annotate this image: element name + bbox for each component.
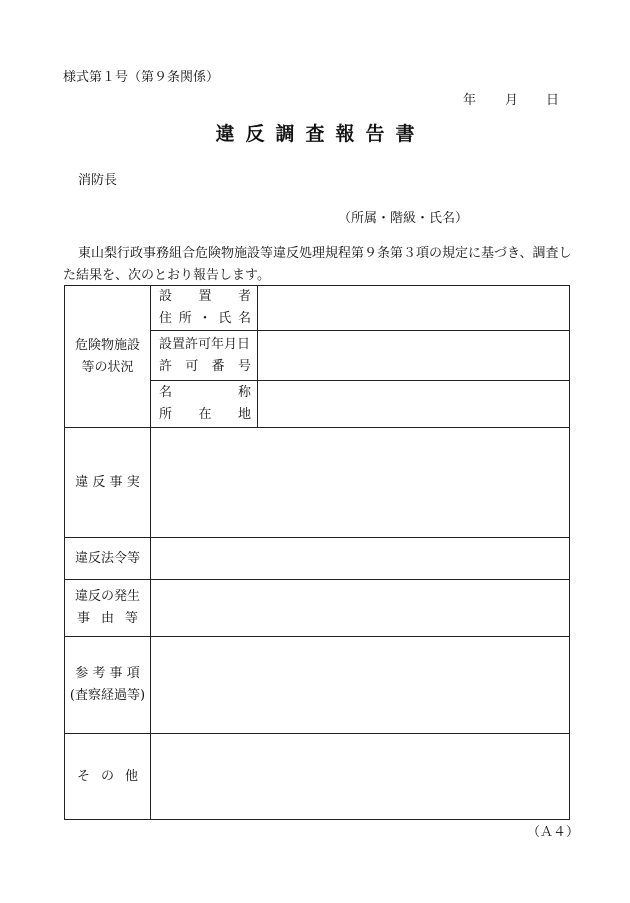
reference-line1: 参 考 事 項 xyxy=(75,666,140,681)
char: 氏 xyxy=(218,311,232,326)
date-month-label: 月 xyxy=(505,93,519,108)
other-line xyxy=(65,766,150,788)
permit-value-cell[interactable] xyxy=(258,331,570,381)
installer-value-cell[interactable] xyxy=(258,286,570,331)
char: 他 xyxy=(124,768,138,784)
table-row xyxy=(65,637,570,734)
permit-line1: 設置許可年月日 xyxy=(159,336,251,352)
char: 名 xyxy=(159,385,173,400)
cause-cell[interactable] xyxy=(151,580,570,637)
installer-line2 xyxy=(159,308,251,330)
char: 置 xyxy=(198,289,212,304)
reference-line2: (査察経過等) xyxy=(69,688,146,703)
other-label xyxy=(65,734,151,820)
table-row xyxy=(65,538,570,580)
char: 地 xyxy=(237,407,251,422)
char: 在 xyxy=(198,407,212,422)
violation-facts-cell[interactable] xyxy=(151,428,570,538)
document-title: 違反調査報告書 xyxy=(215,123,426,145)
name-location-label xyxy=(151,381,258,428)
report-table xyxy=(64,285,570,820)
char: 許 xyxy=(159,358,173,374)
char: 住 xyxy=(159,311,173,326)
char: 設 xyxy=(159,289,173,304)
paper-size-note: （Ａ４） xyxy=(527,825,580,840)
installer-line1 xyxy=(159,286,251,308)
violated-laws-cell[interactable] xyxy=(151,538,570,580)
reference-label xyxy=(65,637,151,734)
name-location-value-cell[interactable] xyxy=(258,381,570,428)
char: ・ xyxy=(198,311,212,326)
cause-label xyxy=(65,580,151,637)
char: 名 xyxy=(237,311,251,326)
installer-label xyxy=(151,286,258,331)
date-year-label: 年 xyxy=(463,93,477,108)
table-row xyxy=(65,580,570,637)
char: そ xyxy=(77,768,91,784)
permit-label xyxy=(151,331,258,381)
char: 者 xyxy=(237,289,251,304)
cause-line2 xyxy=(65,608,150,630)
date-day-label: 日 xyxy=(546,93,560,108)
table-row xyxy=(65,286,570,331)
name-line xyxy=(159,382,251,404)
char: 所 xyxy=(178,311,192,326)
reference-cell[interactable] xyxy=(151,637,570,734)
char: 称 xyxy=(237,385,251,400)
report-body-text: 東山梨行政事務組合危険物施設等違反処理規程第９条第３項の規定に基づき、調査した結果を、次のとおり報告します。 xyxy=(63,246,572,283)
char: の xyxy=(100,768,114,784)
permit-line2 xyxy=(159,356,251,378)
other-cell[interactable] xyxy=(151,734,570,820)
char: 番 xyxy=(211,358,225,374)
char: 所 xyxy=(159,407,173,422)
cause-line1: 違反の発生 xyxy=(74,589,140,604)
form-number: 様式第１号（第９条関係） xyxy=(63,70,220,85)
char: 事 xyxy=(77,611,91,626)
violation-facts-label: 違 反 事 実 xyxy=(65,428,151,538)
facility-status-label xyxy=(65,286,151,428)
char: 可 xyxy=(185,358,199,374)
char: 等 xyxy=(124,611,138,626)
facility-status-line2: 等の状況 xyxy=(81,359,134,375)
facility-status-line1: 危険物施設 xyxy=(74,337,140,353)
violated-laws-label: 違反法令等 xyxy=(65,538,151,580)
reporter-affiliation: （所属・階級・氏名） xyxy=(338,211,469,226)
char: 号 xyxy=(237,358,251,374)
table-row xyxy=(65,734,570,820)
addressee: 消防長 xyxy=(78,173,118,188)
location-line xyxy=(159,404,251,426)
char: 由 xyxy=(100,611,114,626)
table-row xyxy=(65,428,570,538)
